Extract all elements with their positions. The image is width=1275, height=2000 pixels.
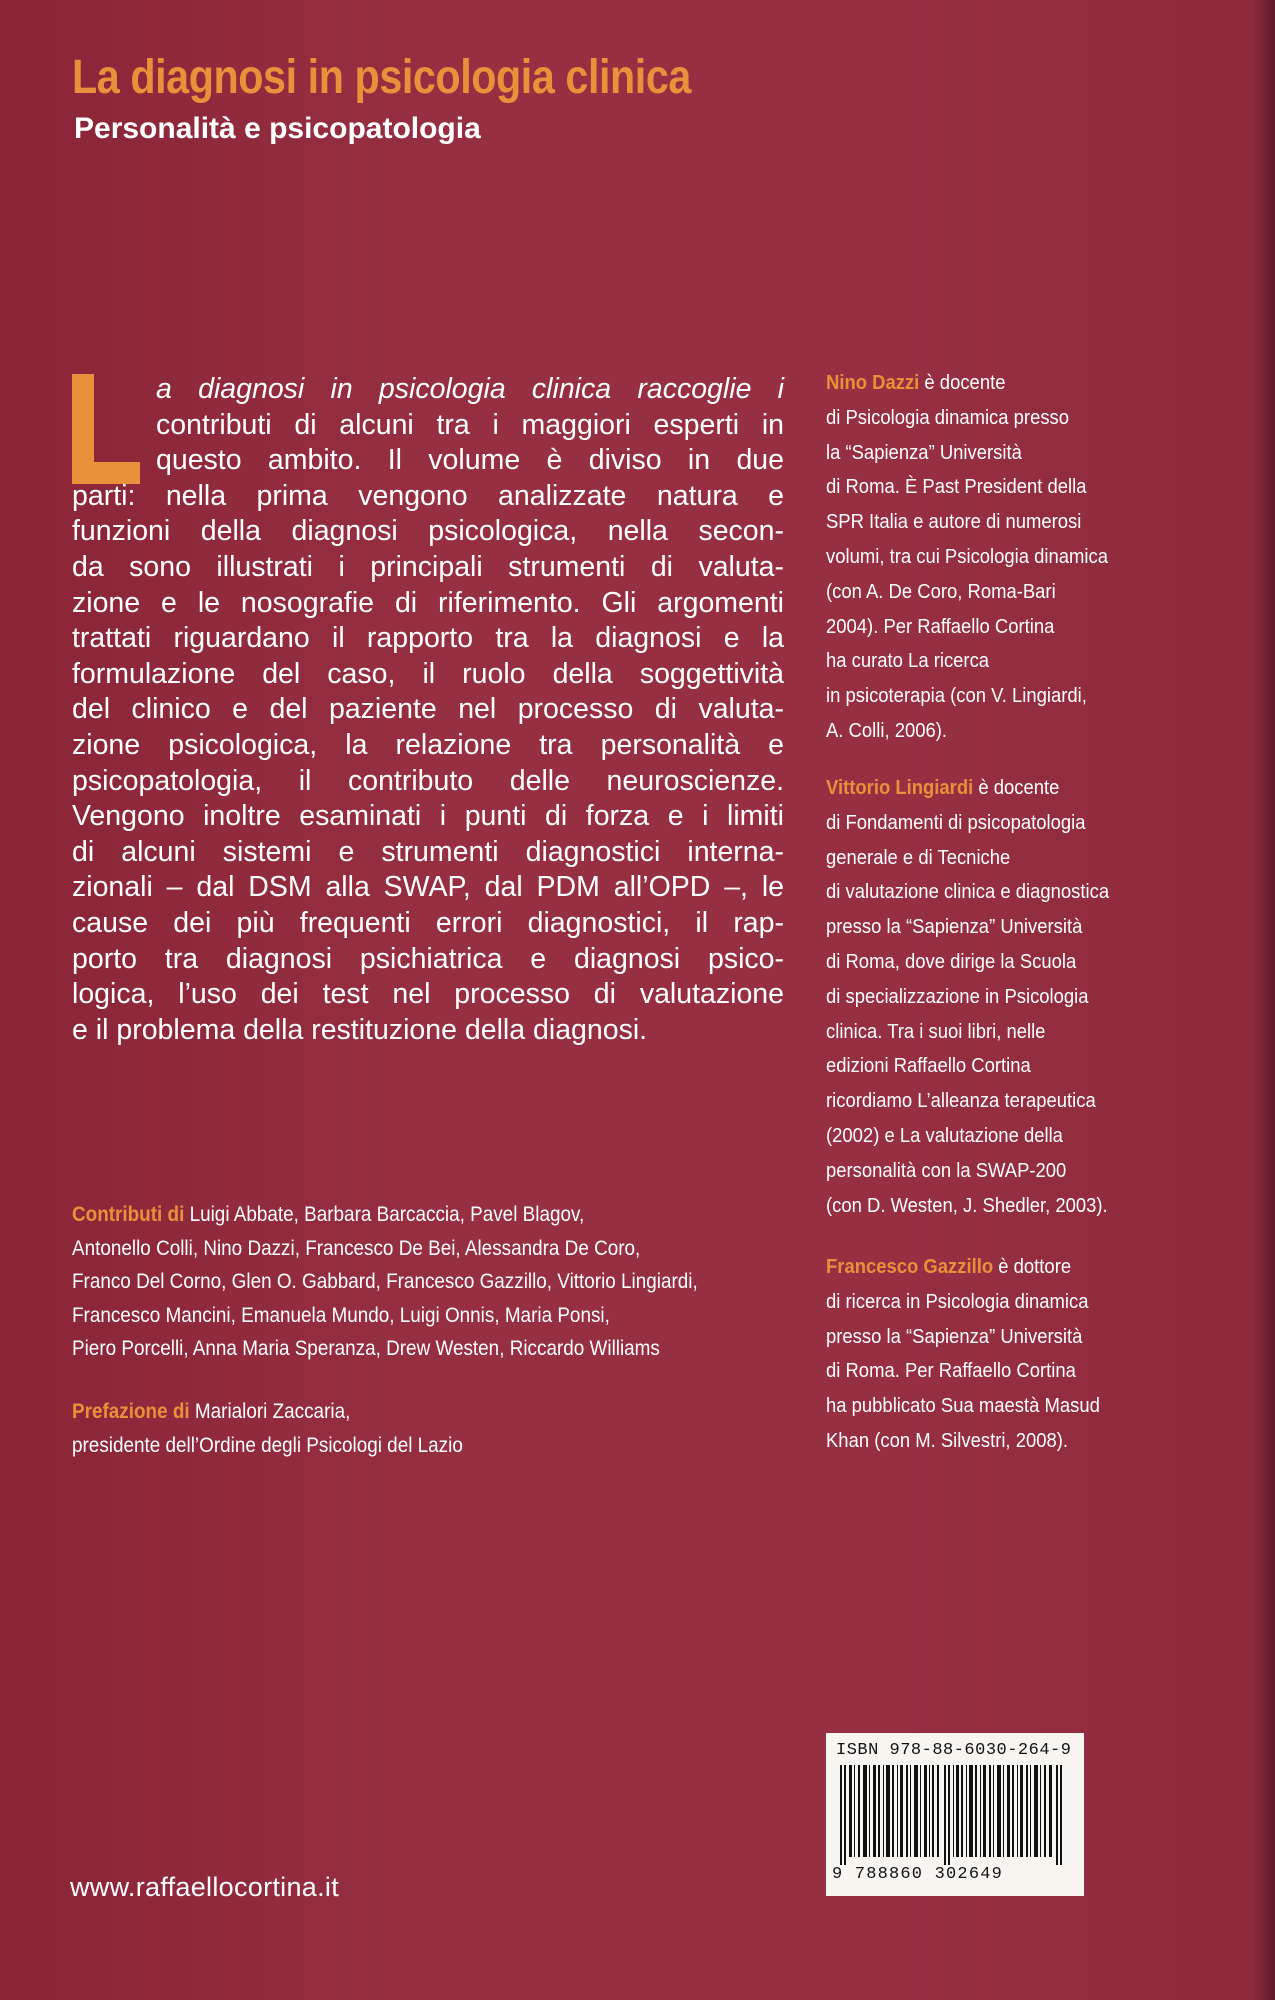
bio-line: di Psicologia dinamica presso (826, 405, 1070, 429)
bio-line: di ricerca in Psicologia dinamica (826, 1289, 1089, 1313)
bio-line: volumi, tra cui Psicologia dinamica (826, 544, 1108, 568)
description-line: e il problema della restituzione della diagnosi. (72, 1013, 648, 1046)
bio-line: ha curato La ricerca (826, 649, 990, 673)
description-line: cause dei più frequenti errori diagnostici, il rap- (72, 906, 784, 939)
description-line: contributi di alcuni tra i maggiori esperti in (156, 408, 784, 441)
description-line: a diagnosi in psicologia clinica raccoglie i (156, 373, 784, 405)
description-line: Vengono inoltre esaminati i punti di forza e i limiti (72, 800, 784, 833)
bio-line: di Roma, dove dirige la Scuola (826, 949, 1077, 973)
preface-block (72, 1395, 720, 1462)
bio-line: 2004). Per Raffaello Cortina (826, 614, 1055, 638)
contributors-block (72, 1198, 720, 1366)
bio-line: presso la “Sapienza” Università (826, 1324, 1083, 1348)
description-line: logica, l’uso dei test nel processo di valutazione (72, 978, 784, 1011)
preface-line: Prefazione di Marialori Zaccaria, (72, 1400, 351, 1423)
bio-line: edizioni Raffaello Cortina (826, 1054, 1031, 1078)
bio-line: personalità con la SWAP-200 (826, 1158, 1067, 1182)
description-line: formulazione del caso, il ruolo della soggettività (72, 657, 784, 690)
preface-line: presidente dell’Ordine degli Psicologi del Lazio (72, 1433, 463, 1457)
barcode-digits: 9 788860 302649 (832, 1865, 1004, 1884)
description-line: di alcuni sistemi e strumenti diagnostici interna- (72, 835, 784, 868)
description-line: porto tra diagnosi psichiatrica e diagnosi psico- (72, 942, 784, 975)
author-name: Nino Dazzi (826, 371, 920, 394)
bio-line: Vittorio Lingiardi è docente (826, 776, 1060, 799)
isbn-barcode (826, 1733, 1084, 1896)
description-line: zione e le nosografie di riferimento. Gli argomenti (72, 586, 784, 619)
description-line: da sono illustrati i principali strumenti di valuta- (72, 550, 784, 583)
bio-line: A. Colli, 2006). (826, 718, 948, 742)
author-name: Francesco Gazzillo (826, 1255, 994, 1278)
contributors-line: Piero Porcelli, Anna Maria Speranza, Drew Westen, Riccardo Williams (72, 1337, 660, 1360)
description-line: parti: nella prima vengono analizzate natura e (72, 479, 784, 512)
bio-line: ricordiamo L’alleanza terapeutica (826, 1089, 1096, 1113)
bio-line: di Roma. Per Raffaello Cortina (826, 1359, 1076, 1383)
bio-line: presso la “Sapienza” Università (826, 915, 1083, 939)
author-bio-gazzillo (826, 1250, 1150, 1459)
contributors-label: Contributi di (72, 1203, 185, 1226)
author-bio-lingiardi (826, 771, 1150, 1223)
contributors-line: Contributi di Luigi Abbate, Barbara Barcaccia, Pavel Blagov, (72, 1203, 585, 1226)
barcode-icon (840, 1765, 1072, 1865)
description-line: questo ambito. Il volume è diviso in due (156, 444, 784, 477)
bio-line: di specializzazione in Psicologia (826, 984, 1089, 1008)
bio-line: generale e di Tecniche (826, 845, 1011, 869)
bio-line: in psicoterapia (con V. Lingiardi, (826, 684, 1087, 708)
bio-line: Nino Dazzi è docente (826, 371, 1006, 394)
bio-line: Khan (con M. Silvestri, 2008). (826, 1428, 1069, 1452)
bio-line: di Fondamenti di psicopatologia (826, 810, 1086, 834)
description-line: trattati riguardano il rapporto tra la diagnosi e la (72, 622, 784, 655)
bio-line: Francesco Gazzillo è dottore (826, 1255, 1072, 1278)
contributors-line: Francesco Mancini, Emanuela Mundo, Luigi Onnis, Maria Ponsi, (72, 1303, 610, 1327)
bio-line: (2002) e La valutazione della (826, 1123, 1063, 1147)
bio-line: clinica. Tra i suoi libri, nelle (826, 1019, 1046, 1043)
publisher-website[interactable]: www.raffaellocortina.it (70, 1872, 340, 1902)
description-line: zione psicologica, la relazione tra personalità e (72, 728, 784, 761)
description-line: psicopatologia, il contributo delle neuroscienze. (72, 764, 784, 797)
book-title: La diagnosi in psicologia clinica (72, 51, 691, 104)
isbn-label: ISBN 978-88-6030-264-9 (836, 1741, 1072, 1760)
description-line: del clinico e del paziente nel processo di valuta- (72, 693, 784, 726)
bio-line: di Roma. È Past President della (826, 475, 1087, 499)
book-subtitle: Personalità e psicopatologia (74, 112, 481, 145)
bio-line: (con D. Westen, J. Shedler, 2003). (826, 1193, 1108, 1217)
description-line: funzioni della diagnosi psicologica, nella secon- (72, 515, 784, 548)
contributors-line: Antonello Colli, Nino Dazzi, Francesco De Bei, Alessandra De Coro, (72, 1236, 641, 1260)
description-line: zionali – dal DSM alla SWAP, dal PDM all’OPD –, le (72, 871, 784, 904)
bio-line: SPR Italia e autore di numerosi (826, 510, 1082, 534)
bio-line: la “Sapienza” Università (826, 440, 1022, 464)
bio-line: di valutazione clinica e diagnostica (826, 880, 1110, 904)
contributors-line: Franco Del Corno, Glen O. Gabbard, Francesco Gazzillo, Vittorio Lingiardi, (72, 1270, 698, 1293)
author-bio-dazzi (826, 366, 1150, 749)
author-name: Vittorio Lingiardi (826, 776, 974, 799)
bio-line: (con A. De Coro, Roma-Bari (826, 579, 1056, 603)
preface-label: Prefazione di (72, 1400, 190, 1423)
bio-line: ha pubblicato Sua maestà Masud (826, 1394, 1100, 1418)
description-text (72, 372, 784, 1048)
